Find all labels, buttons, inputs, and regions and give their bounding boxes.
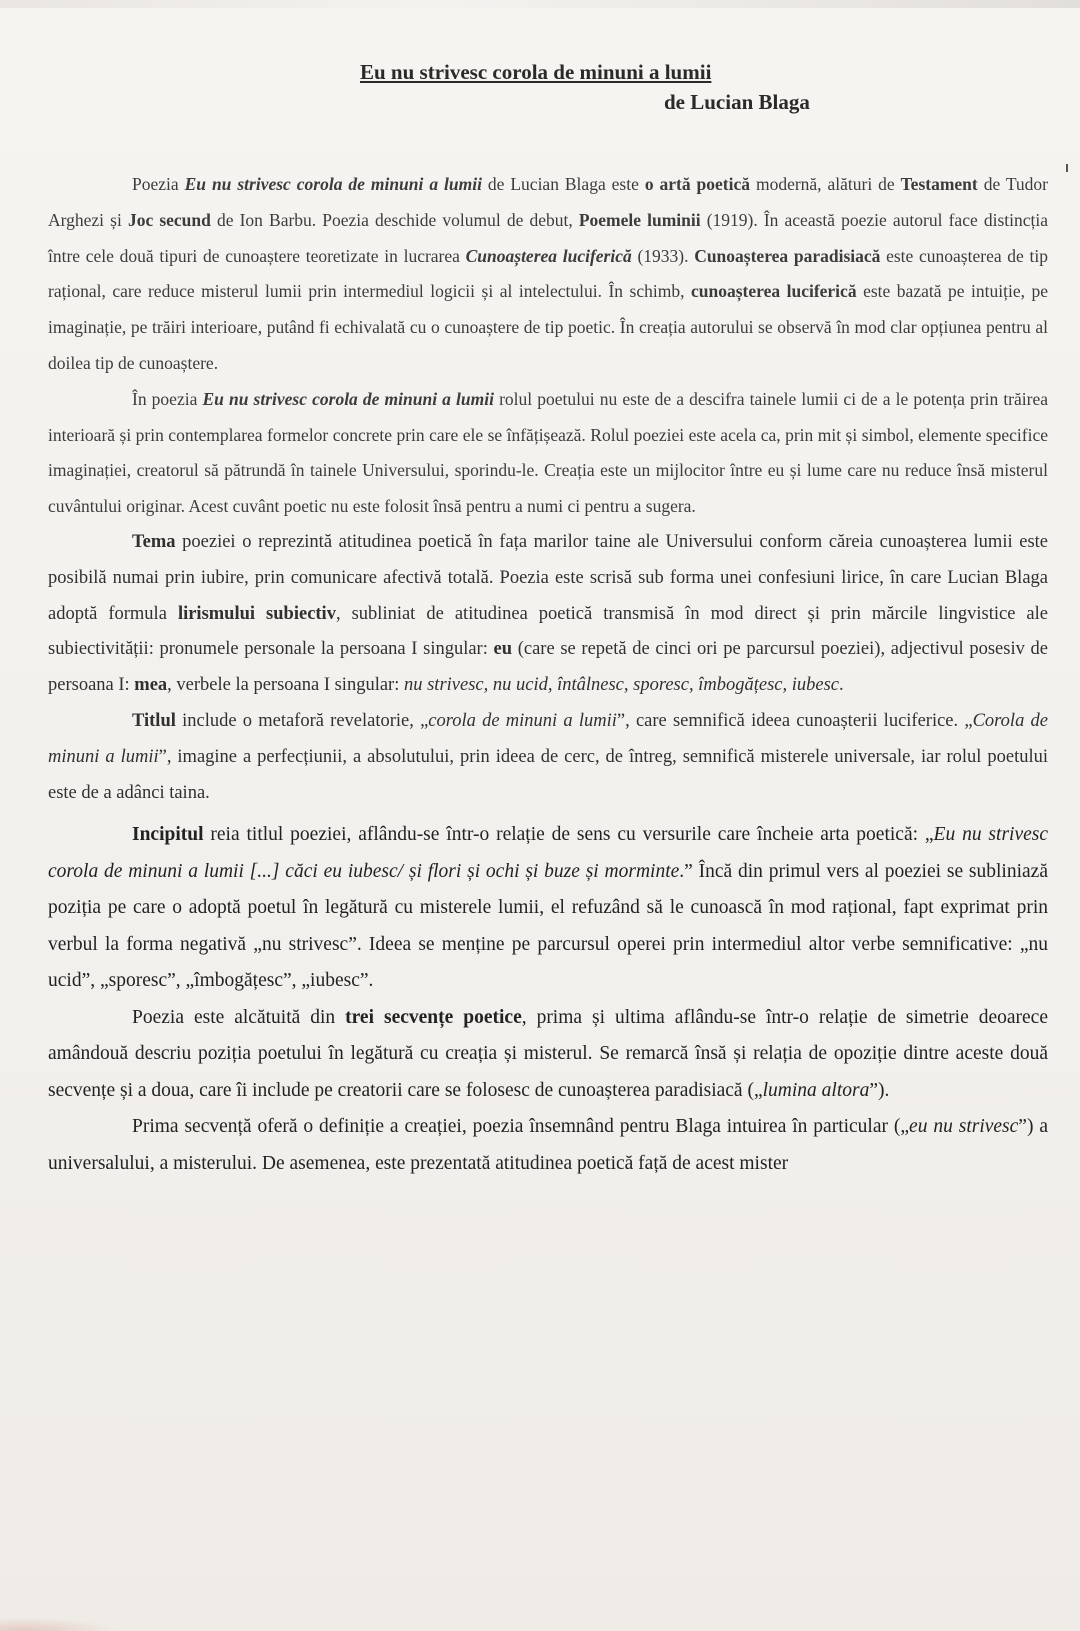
poem-title-italic: Eu nu strivesc corola de minuni a lumii [202, 388, 494, 409]
page-mark [1066, 164, 1068, 172]
text-span: ”, care semnifică ideea cunoașterii luciferice. „ [616, 710, 973, 731]
page-top-edge [0, 0, 1080, 8]
text-span: este bazată pe intuiție, pe imaginație, pe trăiri interioare, putând fi echivalată cu o cunoaștere de tip poetic. În creația autorului se observă în mod clar opțiunea pentru al doilea tip de cunoaștere. [48, 281, 1048, 373]
bold-term: cunoașterea luciferică [690, 281, 857, 302]
italic-quote: Corola de minuni a lumii [48, 710, 1048, 767]
text-span: de Lucian Blaga este [481, 174, 645, 194]
text-span: . [839, 675, 844, 696]
text-span: , verbele la persoana I singular: [167, 675, 404, 696]
page-title: Eu nu strivesc corola de minuni a lumii [360, 60, 712, 84]
page-stain [0, 1617, 120, 1631]
text-span: poeziei o reprezintă atitudinea poetică în fața marilor taine ale Universului conform căreia cunoașterea lumii este posibilă numai prin iubire, prin comunicare afectivă totală. Poezia este scrisă sub forma unei confesiuni lirice, în care Lucian Blaga adoptă formula [48, 531, 1048, 624]
text-span: Prima secvență oferă o definiție a creației, poezia însemnând pentru Blaga intuirea în particular („ [132, 1116, 910, 1138]
text-span: de Tudor Arghezi și [48, 174, 1048, 230]
paragraph-intro [48, 167, 1048, 382]
paragraph-title [48, 704, 1048, 811]
page-author: de Lucian Blaga [664, 90, 810, 114]
text-span: ”). [869, 1079, 890, 1101]
italic-quote: corola de minuni a lumii [428, 710, 617, 731]
work-title-italic: Cunoașterea luciferică [465, 245, 632, 266]
text-span: de Ion Barbu. Poezia deschide volumul de debut, [210, 209, 579, 230]
bold-term: Joc secund [127, 209, 211, 230]
text-span: include o metaforă revelatorie, „ [175, 710, 429, 731]
essay-body [48, 167, 1048, 1182]
text-span: .” Încă din primul vers al poeziei se subliniază poziția pe care o adoptă poetul în legătură cu misterele lumii, el refuzând să le cunoască în mod rațional, fapt exprimat prin verbul la forma negativă „nu strivesc”. Ideea se menține pe parcursul operei prin intermediul altor verbe semnificative: „nu ucid”, „sporesc”, „îmbogățesc”, „iubesc”. [48, 860, 1048, 992]
italic-quote: eu nu strivesc [909, 1116, 1019, 1138]
text-span: modernă, alături de [750, 174, 901, 194]
text-span: reia titlul poeziei, aflându-se într-o relație de sens cu versurile care încheie arta poetică: „ [203, 824, 934, 846]
paragraph-poet-role [48, 382, 1048, 525]
text-span: , prima și ultima aflându-se într-o relație de simetrie deoarece amândouă descriu poziția poetului în legătură cu creația și misterul. Se remarcă însă și relația de opoziție dintre aceste două secvențe și a doua, care îi include pe creatorii care se folosesc de cunoașterea paradisiacă („ [48, 1006, 1048, 1101]
bold-term: trei secvențe poetice [345, 1006, 522, 1028]
bold-term: Tema [132, 531, 176, 552]
text-span: Poezia [132, 174, 185, 194]
text-span: rolul poetului nu este de a descifra tainele lumii ci de a le potența prin trăirea interioară și prin contemplarea formelor concrete prin care ele se înfățișează. Rolul poeziei este acela ca, prin mit și simbol, elemente specifice imaginației, creatorul să pătrundă în tainele Universului, sporindu-le. Creația este un mijlocitor între eu și lume care nu reduce însă misterul cuvântului originar. Acest cuvânt poetic nu este folosit însă pentru a numi ci pentru a sugera. [48, 388, 1049, 517]
paragraph-first-sequence [48, 1109, 1048, 1182]
poem-title-italic: Eu nu strivesc corola de minuni a lumii [184, 174, 482, 194]
text-span: , subliniat de atitudinea poetică transmisă în mod direct și prin mărcile lingvistice ale subiectivității: pronumele personale la persoana I singular: [48, 603, 1048, 660]
bold-term: Titlul [132, 710, 176, 731]
text-span: este cunoașterea de tip rațional, care reduce misterul lumii prin intermediul logicii și al intelectului. În schimb, [48, 245, 1048, 302]
paragraph-structure [48, 1000, 1048, 1110]
paragraph-theme [48, 525, 1048, 704]
text-span: Poezia este alcătuită din [132, 1006, 346, 1028]
text-span: ”) a universalului, a misterului. De asemenea, este prezentată atitudinea poetică față de acest mister [48, 1116, 1048, 1174]
text-span: (care se repetă de cinci ori pe parcursul poeziei), adjectivul posesiv de persoana I: [48, 639, 1048, 696]
text-span: În poezia [132, 388, 203, 409]
italic-verbs: nu strivesc, nu ucid, întâlnesc, sporesc, îmbogățesc, iubesc [403, 675, 839, 696]
text-span: (1933). [631, 245, 695, 266]
bold-term: o artă poetică [644, 174, 751, 194]
text-span: (1919). În această poezie autorul face distincția între cele două tipuri de cunoaștere teoretizate in lucrarea [48, 209, 1048, 266]
italic-quote: Eu nu strivesc corola de minuni a lumii [...] căci eu iubesc/ și flori și ochi și buze și morminte [48, 824, 1049, 882]
bold-term: Incipitul [132, 824, 204, 846]
bold-term: Poemele luminii [578, 209, 701, 230]
bold-term: eu [493, 639, 513, 660]
text-span: ”, imagine a perfecțiunii, a absolutului, prin ideea de cerc, de întreg, semnifică misterele universale, iar rolul poetului este de a adânci taina. [48, 746, 1048, 803]
paragraph-incipit [48, 817, 1048, 1000]
bold-term: Cunoașterea paradisiacă [694, 245, 881, 266]
italic-quote: lumina altora [762, 1079, 870, 1101]
bold-term: mea [134, 675, 168, 696]
bold-term: lirismului subiectiv [177, 603, 336, 624]
bold-term: Testament [900, 174, 978, 194]
